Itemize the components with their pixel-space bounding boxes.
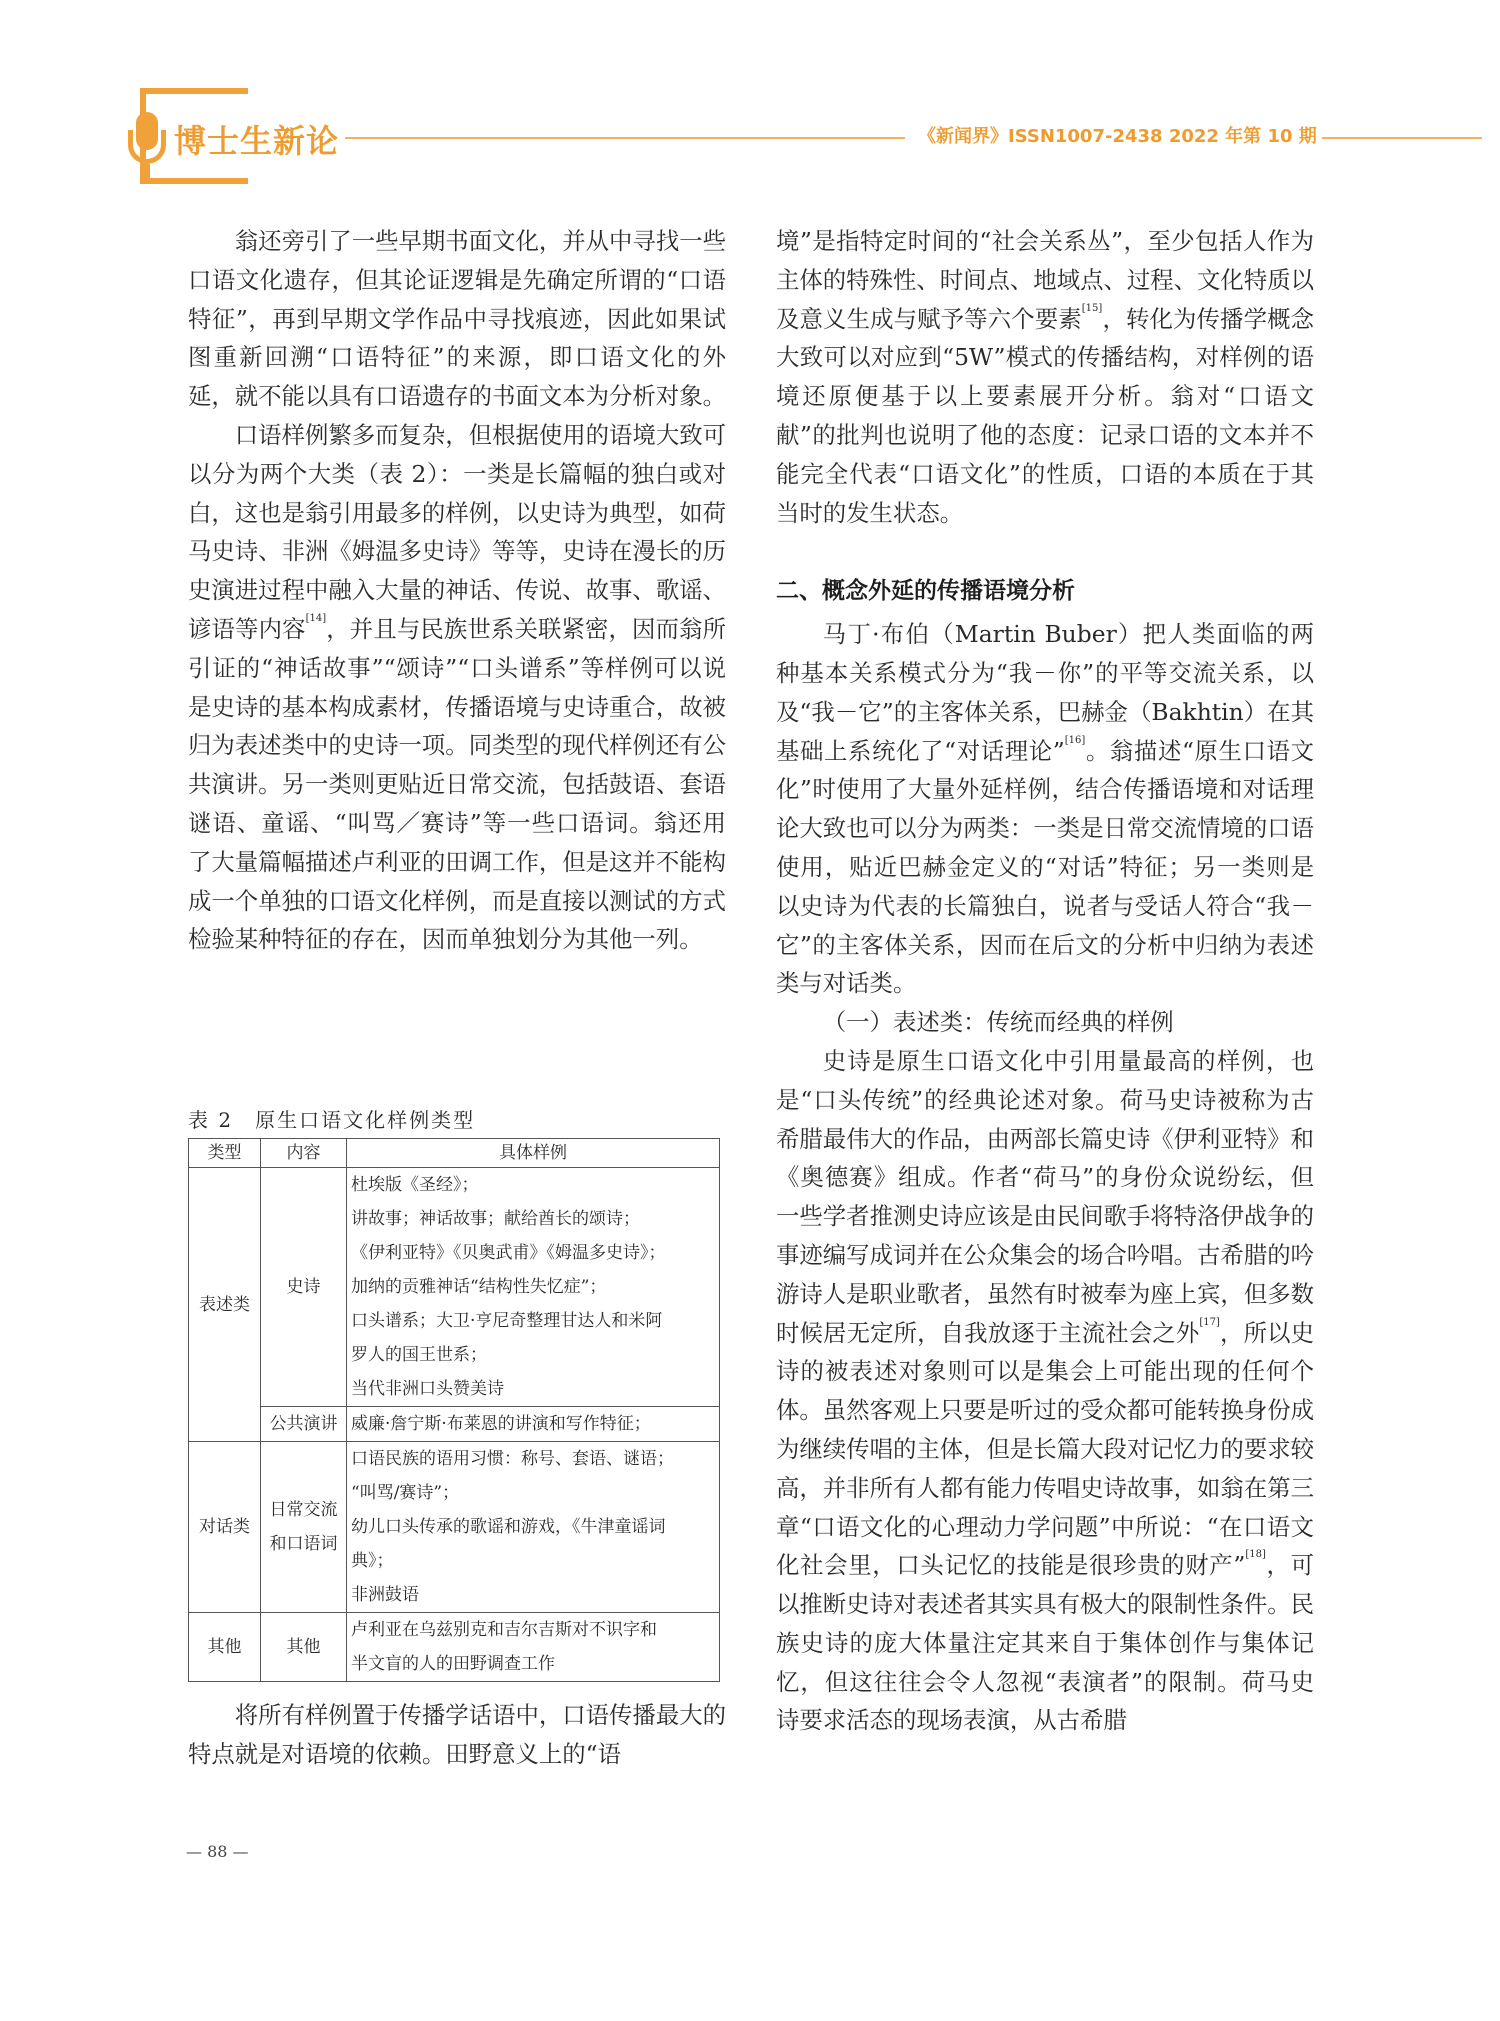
table-row — [189, 1168, 720, 1407]
table-row — [189, 1442, 720, 1613]
header-rule-right — [1322, 137, 1482, 139]
left-column-bottom — [188, 1696, 726, 1774]
content-cell: 公共演讲 — [261, 1407, 347, 1442]
citation-ref: [18] — [1245, 1549, 1266, 1561]
page-number: — 88 — — [186, 1842, 249, 1861]
type-cell: 对话类 — [189, 1442, 261, 1613]
table-header-row — [189, 1139, 720, 1168]
examples-cell: 威廉·詹宁斯·布莱恩的讲演和写作特征； — [347, 1407, 720, 1442]
content-cell: 史诗 — [261, 1168, 347, 1407]
column-header: 具体样例 — [347, 1139, 720, 1168]
column-header: 内容 — [261, 1139, 347, 1168]
content-cell: 其他 — [261, 1613, 347, 1682]
column-header: 类型 — [189, 1139, 261, 1168]
right-column — [776, 222, 1314, 1740]
left-column — [188, 222, 726, 959]
citation-ref: [15] — [1081, 302, 1103, 314]
content-cell: 日常交流 和口语词 — [261, 1442, 347, 1613]
section-heading: 二、概念外延的传播语境分析 — [776, 578, 1075, 605]
paragraph: 将所有样例置于传播学话语中，口语传播最大的特点就是对语境的依赖。田野意义上的“语 — [188, 1701, 726, 1768]
examples-cell: 杜埃版《圣经》； 讲故事；神话故事；献给酋长的颂诗； 《伊利亚特》《贝奥武甫》《姆温多史诗》； 加纳的贡雅神话“结构性失忆症”； 口头谱系；大卫·亨尼奇整理甘达人和米阿 罗人的国王世系； 当代非洲口头赞美诗 — [347, 1168, 720, 1407]
citation-ref: [14] — [305, 612, 327, 624]
paragraph: 境”是指特定时间的“社会关系丛”，至少包括人作为主体的特殊性、时间点、地域点、过程、文化特质以及意义生成与赋予等六个要素[15]，转化为传播学概念大致可以对应到“5W”模式的传播结构，对样例的语境还原便基于以上要素展开分析。翁对“口语文献”的批判也说明了他的态度：记录口语的文本并不能完全代表“口语文化”的性质，口语的本质在于其当时的发生状态。 — [776, 227, 1315, 527]
citation-ref: [17] — [1199, 1316, 1220, 1328]
type-cell: 其他 — [189, 1613, 261, 1682]
subsection-heading: （一）表述类：传统而经典的样例 — [822, 1008, 1174, 1037]
table-row — [189, 1613, 720, 1682]
paragraph: 翁还旁引了一些早期书面文化，并从中寻找一些口语文化遗存，但其论证逻辑是先确定所谓的“口语特征”，再到早期文学作品中寻找痕迹，因此如果试图重新回溯“口语特征”的来源，即口语文化的外延，就不能以具有口语遗存的书面文本为分析对象。 — [188, 227, 726, 411]
paragraph: 口语样例繁多而复杂，但根据使用的语境大致可以分为两个大类（表 2）：一类是长篇幅的独白或对白，这也是翁引用最多的样例，以史诗为典型，如荷马史诗、非洲《姆温多史诗》等等，史诗在漫长的历史演进过程中融入大量的神话、传说、故事、歌谣、谚语等内容[14]，并且与民族世系关联紧密，因而翁所引证的“神话故事”“颂诗”“口头谱系”等样例可以说是史诗的基本构成素材，传播语境与史诗重合，故被归为表述类中的史诗一项。同类型的现代样例还有公共演讲。另一类则更贴近日常交流，包括鼓语、套语谜语、童谣、“叫骂／赛诗”等一些口语词。翁还用了大量篇幅描述卢利亚的田调工作，但是这并不能构成一个单独的口语文化样例，而是直接以测试的方式检验某种特征的存在，因而单独划分为其他一列。 — [188, 420, 727, 954]
journal-info: 《新闻界》ISSN1007-2438 2022 年第 10 期 — [918, 126, 1317, 147]
microphone-icon — [128, 112, 168, 176]
examples-cell: 卢利亚在乌兹别克和吉尔吉斯对不识字和 半文盲的人的田野调查工作 — [347, 1613, 720, 1682]
type-cell: 表述类 — [189, 1168, 261, 1442]
paragraph: 马丁·布伯（Martin Buber）把人类面临的两种基本关系模式分为“我－你”的平等交流关系，以及“我－它”的主客体关系，巴赫金（Bakhtin）在其基础上系统化了“对话理论”[16]。翁描述“原生口语文化”时使用了大量外延样例，结合传播语境和对话理论大致也可以分为两类：一类是日常交流情境的口语使用，贴近巴赫金定义的“对话”特征；另一类则是以史诗为代表的长篇独白，说者与受话人符合“我－它”的主客体关系，因而在后文的分析中归纳为表述类与对话类。 — [776, 620, 1314, 998]
table-row — [189, 1407, 720, 1442]
table-2 — [188, 1138, 720, 1682]
paragraph: 史诗是原生口语文化中引用量最高的样例，也是“口头传统”的经典论述对象。荷马史诗被称为古希腊最伟大的作品，由两部长篇史诗《伊利亚特》和《奥德赛》组成。作者“荷马”的身份众说纷纭，但一些学者推测史诗应该是由民间歌手将特洛伊战争的事迹编写成词并在公众集会的场合吟唱。古希腊的吟游诗人是职业歌者，虽然有时被奉为座上宾，但多数时候居无定所，自我放逐于主流社会之外[17]，所以史诗的被表述对象则可以是集会上可能出现的任何个体。虽然客观上只要是听过的受众都可能转换身份成为继续传唱的主体，但是长篇大段对记忆力的要求较高，并非所有人都有能力传唱史诗故事，如翁在第三章“口语文化的心理动力学问题”中所说：“在口语文化社会里，口头记忆的技能是很珍贵的财产”[18]，可以推断史诗对表述者其实具有极大的限制性条件。民族史诗的庞大体量注定其来自于集体创作与集体记忆，但这往往会令人忽视“表演者”的限制。荷马史诗要求活态的现场表演，从古希腊 — [776, 1046, 1315, 1735]
examples-cell: 口语民族的语用习惯：称号、套语、谜语； “叫骂/赛诗”； 幼儿口头传承的歌谣和游戏，《牛津童谣词 典》； 非洲鼓语 — [347, 1442, 720, 1613]
section-title: 博士生新论 — [174, 122, 340, 160]
table-caption: 表 2 原生口语文化样例类型 — [188, 1108, 476, 1132]
header-rule-left — [345, 137, 905, 139]
section-logo — [128, 88, 338, 188]
citation-ref: [16] — [1064, 734, 1086, 746]
